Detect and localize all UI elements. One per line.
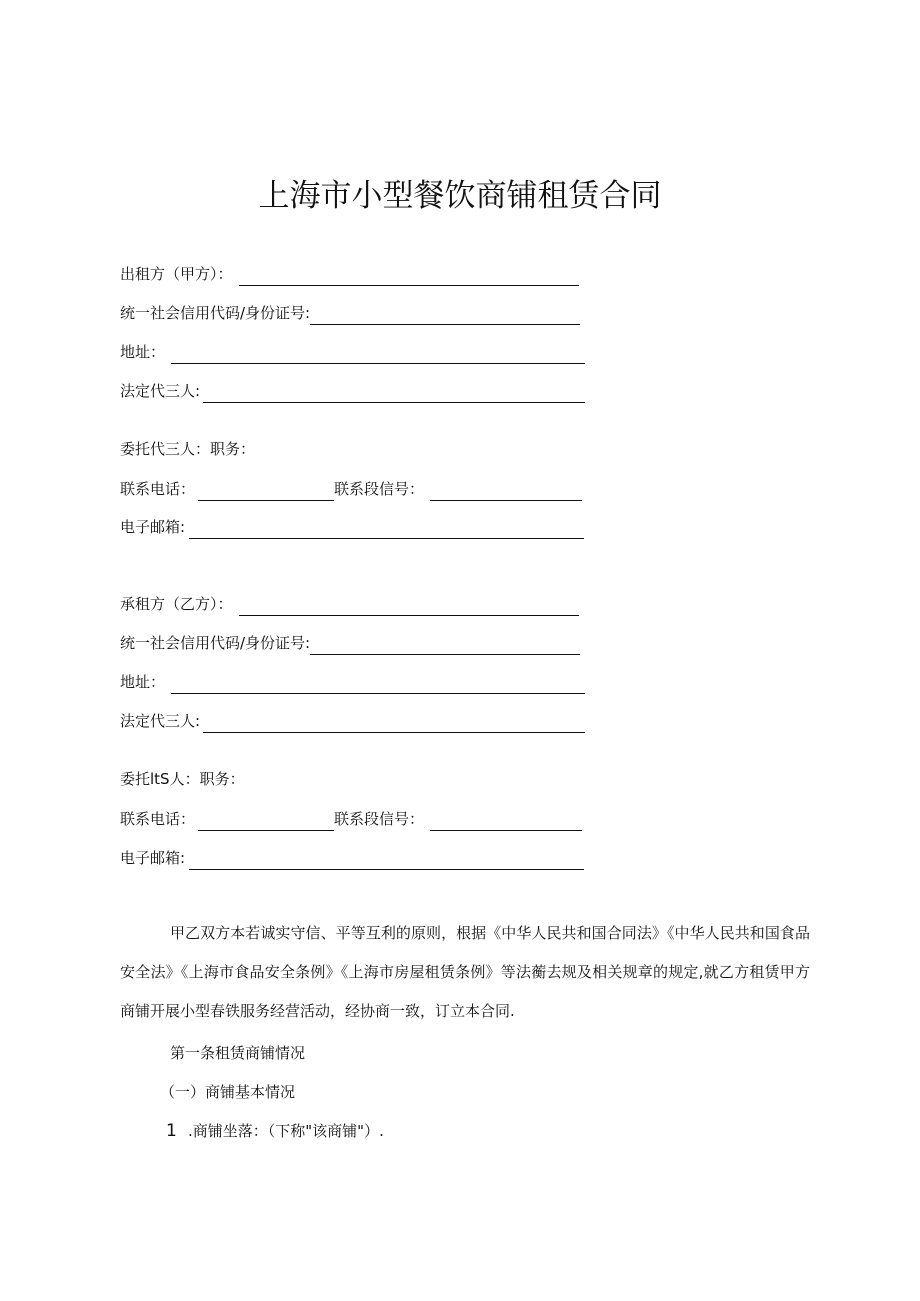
party-a-heading-label: 出租方（甲方）： (120, 265, 233, 283)
section-1-heading: （一）商铺基本情况 (160, 1083, 296, 1101)
party-a-phone-label: 联系电话： (120, 480, 196, 498)
party-b-legal-rep-label: 法定代三人: (120, 712, 201, 730)
party-a-phone-blank[interactable] (198, 482, 334, 501)
party-b-agent-label: 委托ltS人：职务： (120, 770, 245, 788)
party-a-agent-label: 委托代三人：职务： (120, 440, 256, 458)
party-a-address-blank[interactable] (171, 345, 585, 364)
party-a-address-row (120, 340, 585, 364)
item-1-number: 1 (166, 1121, 177, 1141)
party-b-address-blank[interactable] (171, 675, 585, 694)
party-b-credit-label: 统一社会信用代码/身份证号: (120, 634, 311, 652)
party-b-address-label: 地址： (120, 673, 166, 691)
party-b-email-blank[interactable] (189, 851, 584, 870)
party-b-name-blank[interactable] (239, 597, 579, 616)
party-b-post-blank[interactable] (430, 812, 582, 831)
party-a-credit-label: 统一社会信用代码/身份证号: (120, 304, 311, 322)
party-a-email-row (120, 515, 584, 539)
party-b-email-row (120, 846, 584, 870)
party-b-credit-blank[interactable] (310, 636, 580, 655)
party-b-contact-row (120, 807, 582, 831)
article-1-heading: 第一条租赁商铺情况 (170, 1044, 306, 1062)
party-b-agent-row (120, 767, 245, 791)
party-a-legal-rep-blank[interactable] (203, 384, 585, 403)
item-1 (166, 1119, 384, 1143)
party-b-legal-rep-row (120, 709, 585, 733)
party-a-address-label: 地址： (120, 343, 166, 361)
party-b-heading-label: 承租方（乙方）： (120, 595, 233, 613)
party-a-credit-row (120, 301, 580, 325)
party-b-address-row (120, 670, 585, 694)
party-b-email-label: 电子邮箱: (120, 849, 186, 867)
document-title: 上海市小型餐饮商铺租赁合同 (258, 178, 662, 214)
party-a-credit-blank[interactable] (310, 306, 580, 325)
party-a-agent-row (120, 437, 255, 461)
party-a-post-blank[interactable] (430, 482, 582, 501)
party-b-legal-rep-blank[interactable] (203, 714, 585, 733)
party-a-heading-row (120, 262, 579, 286)
party-a-contact-row (120, 477, 582, 501)
party-b-phone-label: 联系电话： (120, 810, 196, 828)
party-a-legal-rep-label: 法定代三人: (120, 382, 201, 400)
party-b-post-label: 联系段信号： (334, 810, 425, 828)
party-b-phone-blank[interactable] (198, 812, 334, 831)
intro-paragraph: 甲乙双方本若诚实守信、平等互利的原则，根据《中华人民共和国合同法》《中华人民共和国食品安全法》《上海市食品安全条例》《上海市房屋租赁条例》等法蘅去规及相关规章的规定,就乙方租赁甲方商铺开展小型春铁服务经营活动，经协商一致，订立本合同. (120, 924, 810, 1020)
party-a-name-blank[interactable] (239, 267, 579, 286)
party-a-email-label: 电子邮箱: (120, 518, 186, 536)
party-a-email-blank[interactable] (189, 520, 584, 539)
item-1-text: .商铺坐落：（下称"该商铺"）. (188, 1122, 384, 1140)
party-b-credit-row (120, 631, 580, 655)
party-a-post-label: 联系段信号： (334, 480, 425, 498)
party-a-legal-rep-row (120, 379, 585, 403)
party-b-heading-row (120, 592, 579, 616)
